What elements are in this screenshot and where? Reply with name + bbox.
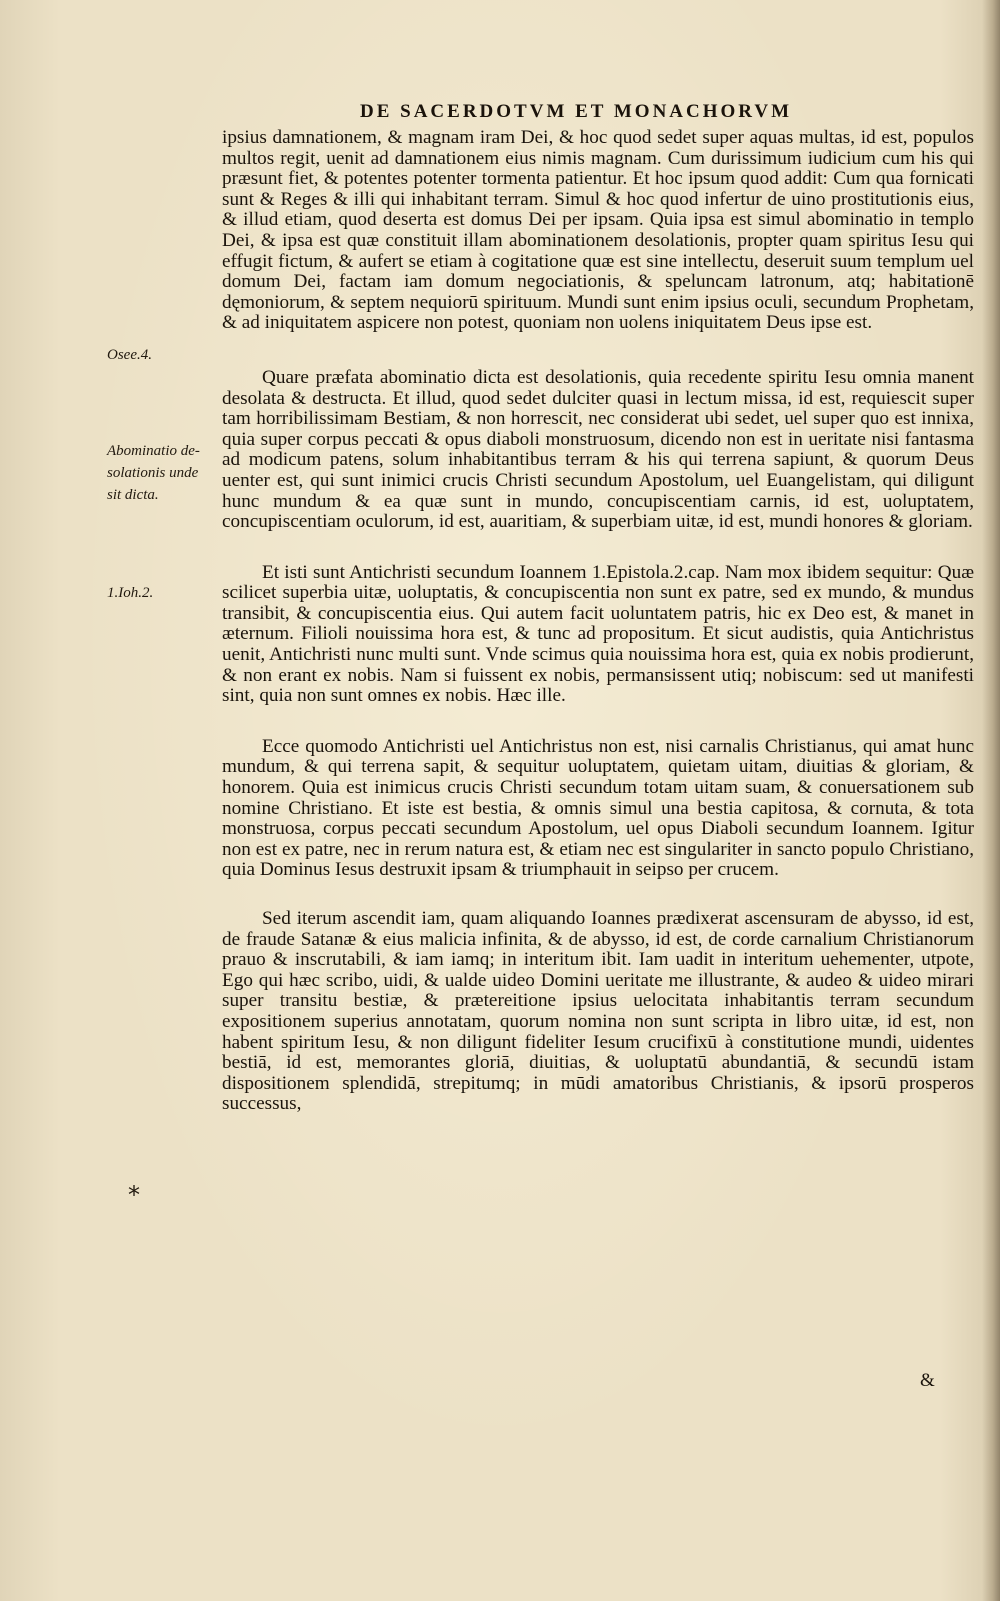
margin-note-ioh: 1.Ioh.2. — [107, 585, 154, 601]
page-edge-shadow — [982, 0, 1000, 1601]
paragraph-1: ipsius damnationem, & magnam iram Dei, & hoc quod sedet super aquas multas, id est, populos multos regit, uenit ad damnationem eius nimis magnam. Cum durissimum iudicium cum his qui præsunt fiet, & potentes potenter tormenta patientur. Et hoc ipsum quod addit: Cum qua fornicati sunt & Reges & illi qui inhabitant terram. Simul & hoc quod infertur de uino prostitutionis eius, & illud etiam, quod deserta est domus Dei per ipsam. Quia ipsa est simul abominatio in templo Dei, & ipsa est quæ constituit illam abominationem desolationis, propter quam spiritus Iesu qui effugit fictum, & aufert se etiam à cogitatione quæ est sine intellectu, deseruit suum templum uel domum Dei, factam iam domum negociationis, & speluncam latronum, atq; habitationē dęmoniorum, & septem nequiorū spirituum. Mundi sunt enim ipsius oculi, secundum Prophetam, & ad iniquitatem aspicere non potest, quoniam non uolens iniquitatem Deus ipse est. — [222, 127, 974, 334]
asterisk-marker: * — [128, 1181, 140, 1209]
catchword: & — [920, 1370, 935, 1391]
paragraph-3: Et isti sunt Antichristi secundum Ioannem 1.Epistola.2.cap. Nam mox ibidem sequitur: Quæ scilicet superbia uitæ, uoluptatis, & concupiscentia non sunt ex patre, sed ex mundo, & mundus transibit, & concupiscentia eius. Qui autem facit uoluntatem patris, hic ex Deo est, & manet in æternum. Filioli nouissima hora est, & tunc ad propositum. Et sicut audistis, quia Antichristus uenit, Antichristi nunc multi sunt. Vnde scimus quia nouissima hora est, quia ex nobis prodierunt, & non erant ex nobis. Nam si fuissent ex nobis, permansissent utiq; nobiscum: sed ut manifesti sint, quia non sunt omnes ex nobis. Hæc ille. — [222, 561, 974, 707]
running-title: DE SACERDOTVM ET MONACHORVM — [360, 101, 793, 122]
main-text-block — [222, 128, 974, 1115]
paragraph-5: Sed iterum ascendit iam, quam aliquando Ioannes prædixerat ascensuram de abysso, id est, de fraude Satanæ & eius malicia infinita, & de abysso, id est, de corde carnalium Christianorum prauo & inscrutabili, & iam iamq; in interitum ibit. Iam uadit in interitum uehementer, utpote, Ego qui hæc scribo, uidi, & ualde uideo Domini ueritate me illustrante, & audeo & uideo mirari super transitu bestiæ, & prætereitione ipsius uelocitata inhabitantis terram secundum expositionem superius annotatam, quorum nomina non sunt scripta in libro uitæ, id est, non habent spiritum Iesu, & non diligunt fideliter Iesum crucifixū à constitutione mundi, uidentes bestiā, id est, memorantes gloriā, diuitias, & uoluptatū abundantiā, & secundū istam dispositionem splendidā, strepitumq; in mūdi amatoribus Christianis, & ipsorū prosperos successus, — [222, 908, 974, 1115]
margin-note-abominatio-line3: sit dicta. — [107, 487, 159, 503]
paragraph-4: Ecce quomodo Antichristi uel Antichristus non est, nisi carnalis Christianus, qui amat hunc mundum, & qui terrena sapit, & sequitur uoluptatem, quietam uitam, diuitias & gloriam, & honorem. Quia est inimicus crucis Christi secundum totam uitam suam, & conuersationem sub nomine Christiano. Et iste est bestia, & omnis simul una bestia capitosa, & cornuta, & tota monstruosa, corpus peccati secundum Apostolum, uel opus Diaboli secundum Ioannem. Igitur non est ex patre, nec in rerum natura est, & etiam nec est singulariter in sancto populo Christiano, quia Dominus Iesus destruxit ipsam & triumphauit in seipso per crucem. — [222, 735, 974, 881]
paragraph-2: Quare præfata abominatio dicta est desolationis, quia recedente spiritu Iesu omnia manent desolata & destructa. Et illud, quod sedet dulciter quasi in lectum missa, id est, requiescit super tam horribilissimam Bestiam, & non horrescit, nec considerat ubi sedet, uel super quo est innixa, quia super corpus peccati & opus diaboli monstruosum, dicendo non est in ueritate nisi fantasma ad modicum patens, solum inhabitantibus terram & his qui terrena sapiunt, & quorum Deus uenter est, qui sunt inimici crucis Christi secundum Apostolum, uel Euangelistam, qui diligunt hunc mundum & ea quæ sunt in mundo, concupiscentiam carnis, id est, uoluptatem, concupiscentiam oculorum, id est, auaritiam, & superbiam uitæ, id est, mundi honores & gloriam. — [222, 366, 974, 533]
margin-note-abominatio-line1: Abominatio de- — [107, 443, 200, 459]
margin-note-osee: Osee.4. — [107, 347, 152, 363]
margin-note-abominatio-line2: solationis unde — [107, 465, 199, 481]
